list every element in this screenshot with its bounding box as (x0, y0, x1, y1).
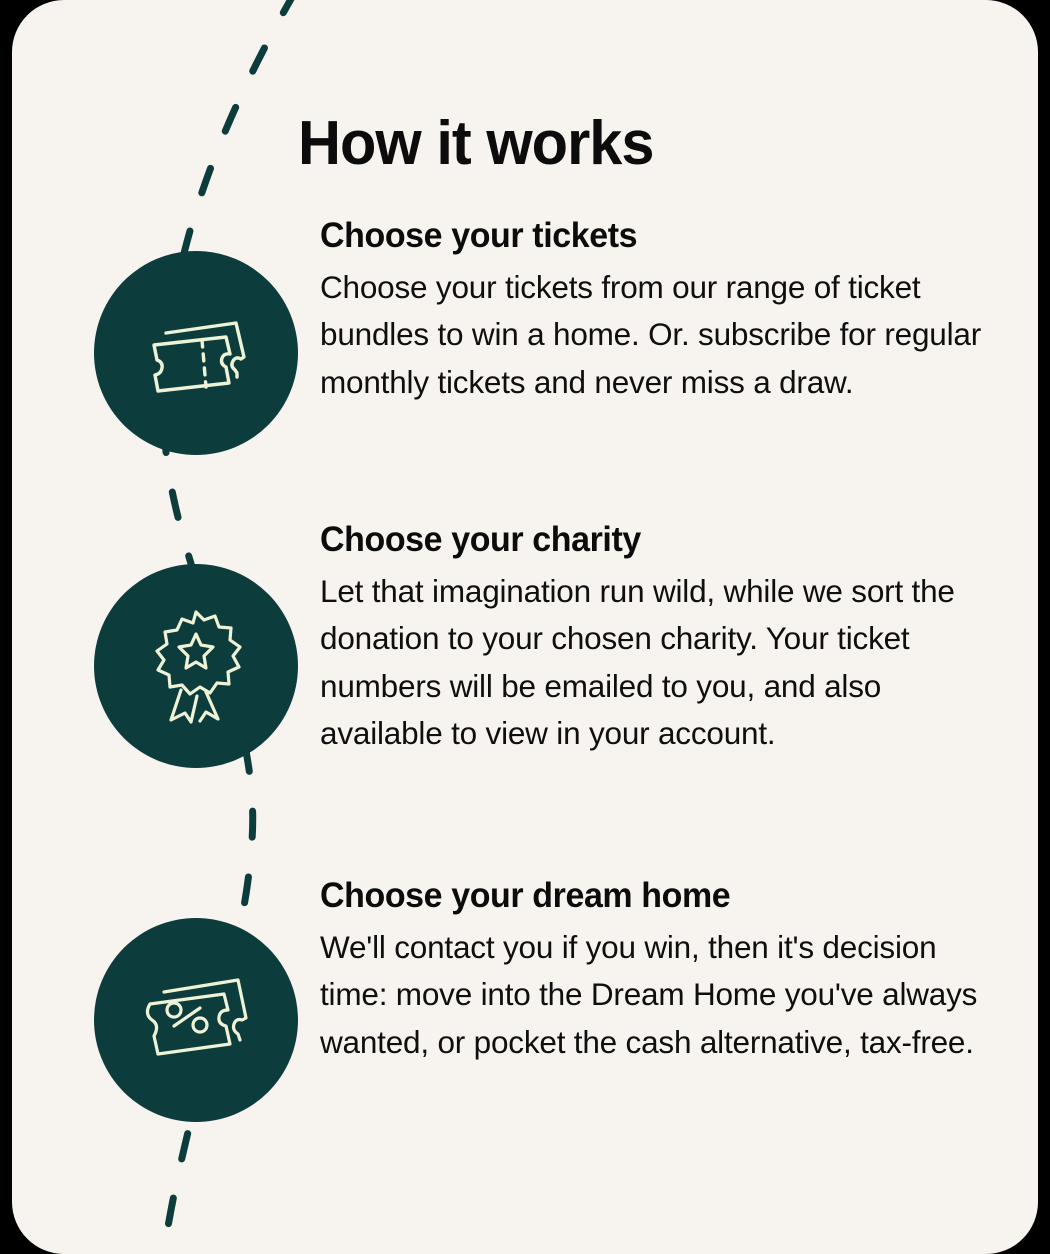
discount-percent-tag-icon (134, 970, 258, 1070)
steps-list (12, 218, 1038, 1178)
how-it-works-card (12, 0, 1038, 1254)
rosette-award-icon (144, 608, 248, 724)
step-icon-circle (94, 918, 298, 1122)
step-body: Let that imagination run wild, while we sort the donation to your chosen charity. Your ticket numbers will be emailed to you, and also available to view in your account. (320, 573, 955, 751)
step-body: We'll contact you if you win, then it's decision time: move into the Dream Home you've always wanted, or pocket the cash alternative, tax-free. (320, 929, 978, 1060)
list-item (12, 878, 1038, 1178)
step-body: Choose your tickets from our range of ticket bundles to win a home. Or. subscribe for regular monthly tickets and never miss a draw. (320, 269, 981, 400)
step-icon-circle (94, 564, 298, 768)
tickets-icon (140, 307, 252, 399)
step-heading: Choose your tickets (320, 216, 638, 255)
step-text-block (320, 522, 1038, 757)
step-icon-circle (94, 251, 298, 455)
list-item (12, 218, 1038, 522)
step-heading: Choose your dream home (320, 876, 731, 915)
page-title: How it works (298, 109, 654, 178)
step-text-block (320, 218, 1038, 406)
step-heading: Choose your charity (320, 520, 641, 559)
step-text-block (320, 878, 1038, 1066)
list-item (12, 522, 1038, 878)
